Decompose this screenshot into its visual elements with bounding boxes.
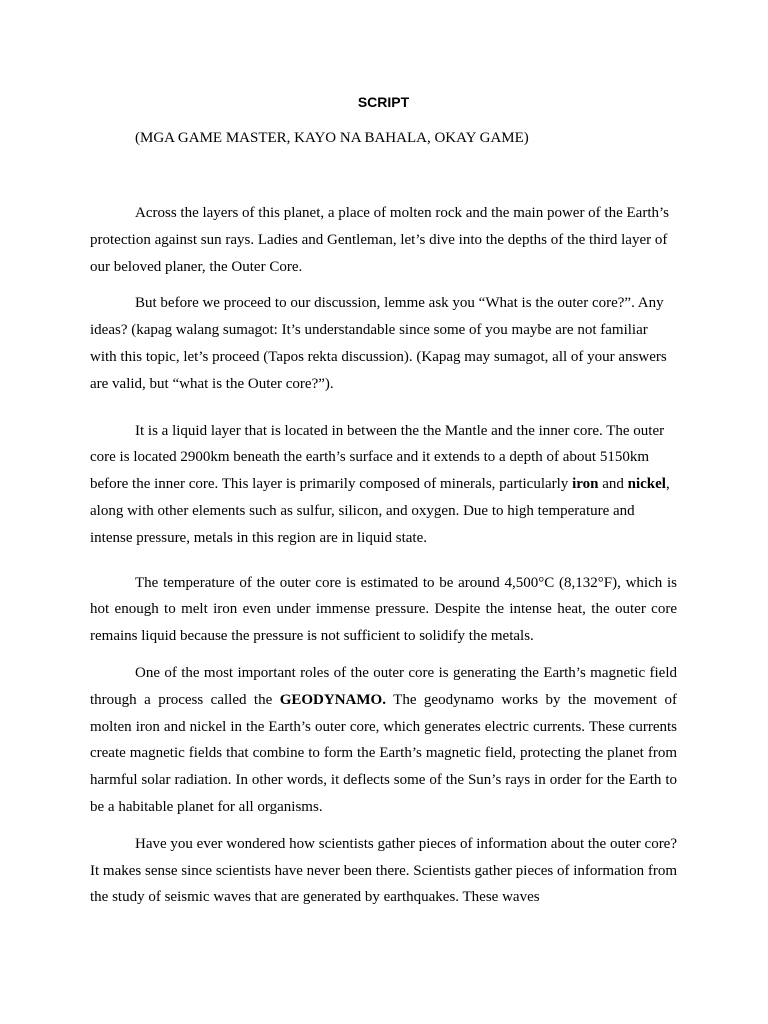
- paragraph-temperature: The temperature of the outer core is estimated to be around 4,500°C (8,132°F), which is hot enough to melt iron even under immense pressure. Despite the intense heat, the outer core remains liquid because the pressure is not sufficient to solidify the metals.: [90, 574, 677, 645]
- paragraph-intro: Across the layers of this planet, a place of molten rock and the main power of the Earth’s protection against sun rays. Ladies and Gentleman, let’s dive into the depths of the third layer of our beloved planer, the Outer Core.: [90, 205, 669, 275]
- bold-term-nickel: nickel: [627, 476, 666, 493]
- paragraph-text: , along with other elements such as sulfur, silicon, and oxygen. Due to high temperature and intense pressure, metals in this region are in liquid state.: [90, 476, 670, 546]
- paragraph-text: The geodynamo works by the movement of molten iron and nickel in the Earth’s outer core, which generates electric currents. These currents create magnetic fields that combine to form the Earth’s magnetic field, protecting the planet from harmful solar radiation. In other words, it deflects some of the Sun’s rays in order for the Earth to be a habitable planet for all organisms.: [90, 691, 677, 815]
- document-body: [90, 200, 677, 911]
- paragraph-geodynamo: [90, 660, 677, 821]
- paragraph-composition: [90, 418, 677, 552]
- paragraph-text: One of the most important roles of the outer core is generating the Earth’s magnetic field through a process called the: [90, 664, 677, 708]
- document-page: [90, 0, 677, 1024]
- paragraph-text: It is a liquid layer that is located in between the the Mantle and the inner core. The outer core is located 2900km beneath the earth’s surface and it extends to a depth of about 5150km before the inner core. This layer is primarily composed of minerals, particularly: [90, 422, 665, 493]
- document-title: SCRIPT: [357, 94, 410, 110]
- paragraph-text: and: [598, 476, 628, 493]
- paragraph-seismic: Have you ever wondered how scientists gather pieces of information about the outer core? It makes sense since scientists have never been there. Scientists gather pieces of information from the study of seismic waves that are generated by earthquakes. These waves: [90, 835, 677, 906]
- game-master-note: (MGA GAME MASTER, KAYO NA BAHALA, OKAY GAME): [135, 130, 529, 146]
- paragraph-question: But before we proceed to our discussion, lemme ask you “What is the outer core?”. Any ideas? (kapag walang sumagot: It’s understandable since some of you maybe are not familiar with this topic, let’s proceed (Tapos rekta discussion). (Kapag may sumagot, all of your answers are valid, but “what is the Outer core?”).: [90, 295, 667, 392]
- bold-term-geodynamo: GEODYNAMO.: [279, 691, 386, 708]
- bold-term-iron: iron: [572, 476, 599, 493]
